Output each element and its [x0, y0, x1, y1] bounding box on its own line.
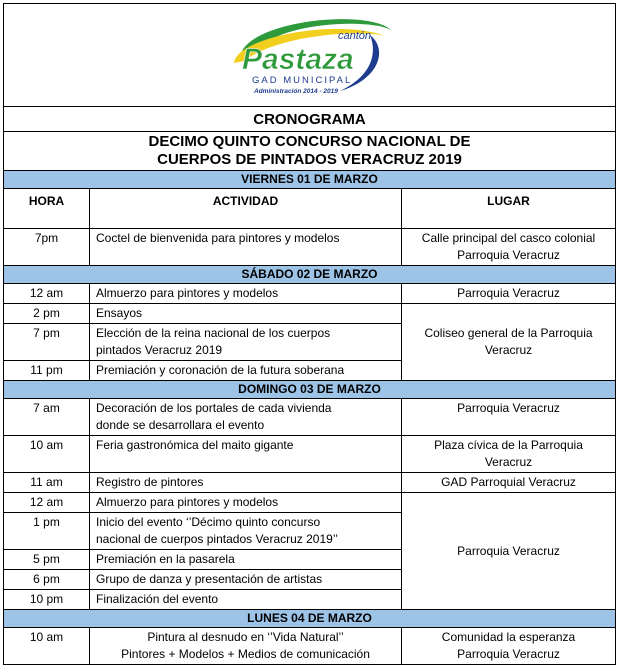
cell-lugar-line-2: Parroquia Veracruz — [457, 647, 560, 661]
cell-hora: 7 am — [4, 399, 90, 436]
column-header-hora: HORA — [4, 189, 90, 229]
table-row — [4, 493, 616, 513]
cell-hora: 12 am — [4, 493, 90, 513]
cell-lugar-line-1: Calle principal del casco colonial — [421, 231, 596, 245]
cell-actividad-line-1: Elección de la reina nacional de los cuerpos — [96, 326, 331, 340]
cell-hora: 10 am — [4, 628, 90, 665]
table-row — [4, 399, 616, 436]
cell-lugar — [402, 304, 616, 381]
cell-actividad-line-2: Pintores + Modelos + Medios de comunicación — [121, 647, 370, 661]
cell-hora: 5 pm — [4, 550, 90, 570]
cell-lugar: GAD Parroquial Veracruz — [402, 473, 616, 493]
cell-lugar-line-2: Parroquia Veracruz — [457, 248, 560, 262]
cell-hora: 11 pm — [4, 361, 90, 381]
cell-actividad-line-1: Inicio del evento ‘’Décimo quinto concurso — [96, 515, 321, 529]
table-row — [4, 284, 616, 304]
column-header-actividad: ACTIVIDAD — [90, 189, 402, 229]
event-title-line-2: CUERPOS DE PINTADOS VERACRUZ 2019 — [157, 151, 462, 168]
cell-actividad: Ensayos — [90, 304, 402, 324]
cell-lugar-line-2: Veracruz — [484, 455, 533, 469]
event-title-line-1: DECIMO QUINTO CONCURSO NACIONAL DE — [148, 133, 471, 150]
cell-lugar — [402, 436, 616, 473]
cell-actividad — [90, 513, 402, 550]
day-header-sabado: SÁBADO 02 DE MARZO — [4, 266, 616, 284]
cell-hora: 7pm — [4, 229, 90, 266]
cell-actividad-line-1: Decoración de los portales de cada vivienda — [96, 401, 332, 415]
column-header-lugar: LUGAR — [402, 189, 616, 229]
schedule-table — [3, 3, 616, 665]
day-header-viernes: VIERNES 01 DE MARZO — [4, 171, 616, 189]
cell-actividad: Premiación en la pasarela — [90, 550, 402, 570]
column-header-row — [4, 189, 616, 229]
cell-actividad: Almuerzo para pintores y modelos — [90, 284, 402, 304]
cell-actividad: Grupo de danza y presentación de artistas — [90, 570, 402, 590]
table-row — [4, 229, 616, 266]
cell-lugar — [402, 628, 616, 665]
cell-hora: 12 am — [4, 284, 90, 304]
cell-actividad-line-2: nacional de cuerpos pintados Veracruz 2019’’ — [96, 532, 338, 546]
day-header-row — [4, 381, 616, 399]
logo-row — [4, 4, 616, 107]
cell-hora: 6 pm — [4, 570, 90, 590]
page-title: CRONOGRAMA — [4, 107, 616, 132]
cell-actividad: Finalización del evento — [90, 590, 402, 610]
cell-hora: 7 pm — [4, 324, 90, 361]
cell-lugar-line-2: Veracruz — [484, 343, 533, 357]
cell-hora: 10 pm — [4, 590, 90, 610]
cell-actividad-line-2: donde se desarrollara el evento — [96, 418, 265, 432]
cell-lugar — [402, 229, 616, 266]
title-row — [4, 107, 616, 132]
cell-hora: 10 am — [4, 436, 90, 473]
table-row — [4, 436, 616, 473]
cell-lugar: Parroquia Veracruz — [402, 284, 616, 304]
table-row — [4, 473, 616, 493]
day-header-row — [4, 266, 616, 284]
logo-admin-text: Administración 2014 - 2019 — [253, 88, 338, 95]
cell-lugar-line-1: Plaza cívica de la Parroquia — [434, 438, 583, 452]
cell-actividad: Premiación y coronación de la futura soberana — [90, 361, 402, 381]
cell-actividad-line-1: Pintura al desnudo en ‘’Vida Natural’’ — [147, 630, 344, 644]
cell-actividad: Registro de pintores — [90, 473, 402, 493]
event-title — [4, 132, 616, 171]
table-row — [4, 628, 616, 665]
cell-hora: 1 pm — [4, 513, 90, 550]
table-row — [4, 304, 616, 324]
logo-canton-text: cantón — [337, 30, 371, 42]
logo-gad-text: GAD MUNICIPAL — [251, 75, 352, 86]
cell-lugar: Parroquia Veracruz — [402, 399, 616, 436]
cell-lugar-line-1: Comunidad la esperanza — [441, 630, 576, 644]
cell-actividad — [90, 628, 402, 665]
day-header-domingo: DOMINGO 03 DE MARZO — [4, 381, 616, 399]
pastaza-logo — [4, 9, 615, 101]
cell-actividad: Coctel de bienvenida para pintores y modelos — [90, 229, 402, 266]
cell-actividad: Almuerzo para pintores y modelos — [90, 493, 402, 513]
logo-name-text: Pastaza — [241, 43, 354, 76]
cell-hora: 2 pm — [4, 304, 90, 324]
cell-lugar-line-1: Coliseo general de la Parroquia — [424, 326, 593, 340]
cell-actividad — [90, 324, 402, 361]
subtitle-row — [4, 132, 616, 171]
logo-cell — [4, 4, 616, 107]
cell-actividad — [90, 399, 402, 436]
day-header-lunes: LUNES 04 DE MARZO — [4, 610, 616, 628]
day-header-row — [4, 610, 616, 628]
cell-hora: 11 am — [4, 473, 90, 493]
pastaza-logo-graphic — [220, 9, 400, 101]
cell-actividad-line-2: pintados Veracruz 2019 — [96, 343, 223, 357]
day-header-row — [4, 171, 616, 189]
cell-actividad: Feria gastronómica del maito gigante — [90, 436, 402, 473]
cell-lugar: Parroquia Veracruz — [402, 493, 616, 610]
schedule-document — [3, 3, 615, 665]
